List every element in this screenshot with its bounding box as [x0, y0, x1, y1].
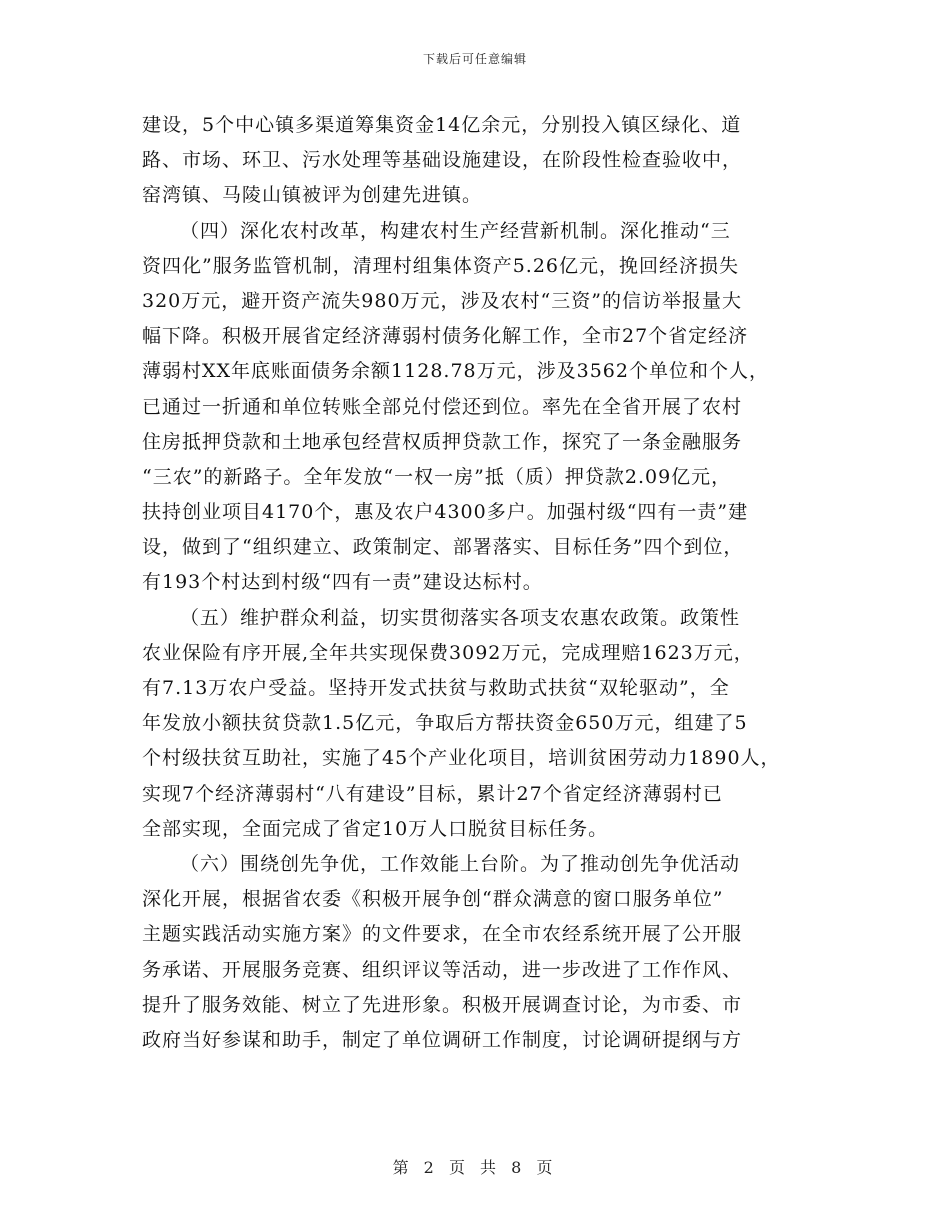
section-six-heading-line: （六）围绕创先争优，工作效能上台阶。为了推动创先争优活动: [180, 852, 741, 875]
text-line: 设，做到了“组织建立、政策制定、部署落实、目标任务”四个到位，: [142, 536, 744, 559]
text-line: 政府当好参谋和助手，制定了单位调研工作制度，讨论调研提纲与方: [142, 1028, 743, 1051]
text-line: “三农”的新路子。全年发放“一权一房”抵（质）押贷款2.09亿元，: [142, 465, 732, 488]
text-line: 建设，5个中心镇多渠道筹集资金14亿余元，分别投入镇区绿化、道: [142, 114, 742, 136]
text-line: 资四化”服务监管机制，清理村组集体资产5.26亿元，挽回经济损失: [142, 254, 740, 277]
text-line: 扶持创业项目4170个，惠及农户4300多户。加强村级“四有一责”建: [142, 501, 749, 524]
text-line: 有193个村达到村级“四有一责”建设达标村。: [142, 571, 543, 594]
text-line: 主题实践活动实施方案》的文件要求，在全市农经系统开展了公开服: [142, 923, 743, 946]
page-header: 下载后可任意编辑: [422, 52, 527, 66]
text-line: 全部实现，全面完成了省定10万人口脱贫目标任务。: [142, 817, 609, 840]
text-line: 薄弱村XX年底账面债务余额1128.78万元，涉及3562个单位和个人，: [142, 360, 769, 383]
text-line: 320万元，避开资产流失980万元，涉及农村“三资”的信访举报量大: [142, 289, 742, 312]
text-line: 住房抵押贷款和土地承包经营权质押贷款工作，探究了一条金融服务: [142, 430, 743, 453]
text-line: 务承诺、开展服务竞赛、组织评议等活动，进一步改进了工作作风、: [142, 958, 743, 981]
text-line: 幅下降。积极开展省定经济薄弱村债务化解工作，全市27个省定经济: [142, 325, 749, 348]
text-line: 有7.13万农户受益。坚持开发式扶贫与救助式扶贫“双轮驱动”，全: [142, 677, 730, 699]
text-line: 年发放小额扶贫贷款1.5亿元，争取后方帮扶资金650万元，组建了5: [142, 712, 748, 735]
text-line: 已通过一折通和单位转账全部兑付偿还到位。率先在全省开展了农村: [142, 395, 743, 418]
text-line: 窑湾镇、马陵山镇被评为创建先进镇。: [142, 184, 483, 207]
text-line: 实现7个经济薄弱村“八有建设”目标，累计27个省定经济薄弱村已: [142, 782, 723, 805]
document-body: [142, 108, 822, 1058]
text-line: 个村级扶贫互助社，实施了45个产业化项目，培训贫困劳动力1890人，: [142, 747, 781, 770]
section-five-heading-line: （五）维护群众利益，切实贯彻落实各项支农惠农政策。政策性: [180, 606, 741, 629]
text-line: 农业保险有序开展,全年共实现保费3092万元，完成理赔1623万元，: [142, 641, 754, 664]
text-line: 提升了服务效能、树立了先进形象。积极开展调查讨论，为市委、市: [142, 993, 743, 1016]
section-four-heading-line: （四）深化农村改革，构建农村生产经营新机制。深化推动“三: [180, 219, 731, 242]
text-line: 路、市场、环卫、污水处理等基础设施建设，在阶段性检查验收中，: [142, 149, 743, 172]
page-number-footer: 第 2 页 共 8 页: [392, 1158, 558, 1177]
text-line: 深化开展，根据省农委《积极开展争创“群众满意的窗口服务单位”: [142, 888, 724, 911]
